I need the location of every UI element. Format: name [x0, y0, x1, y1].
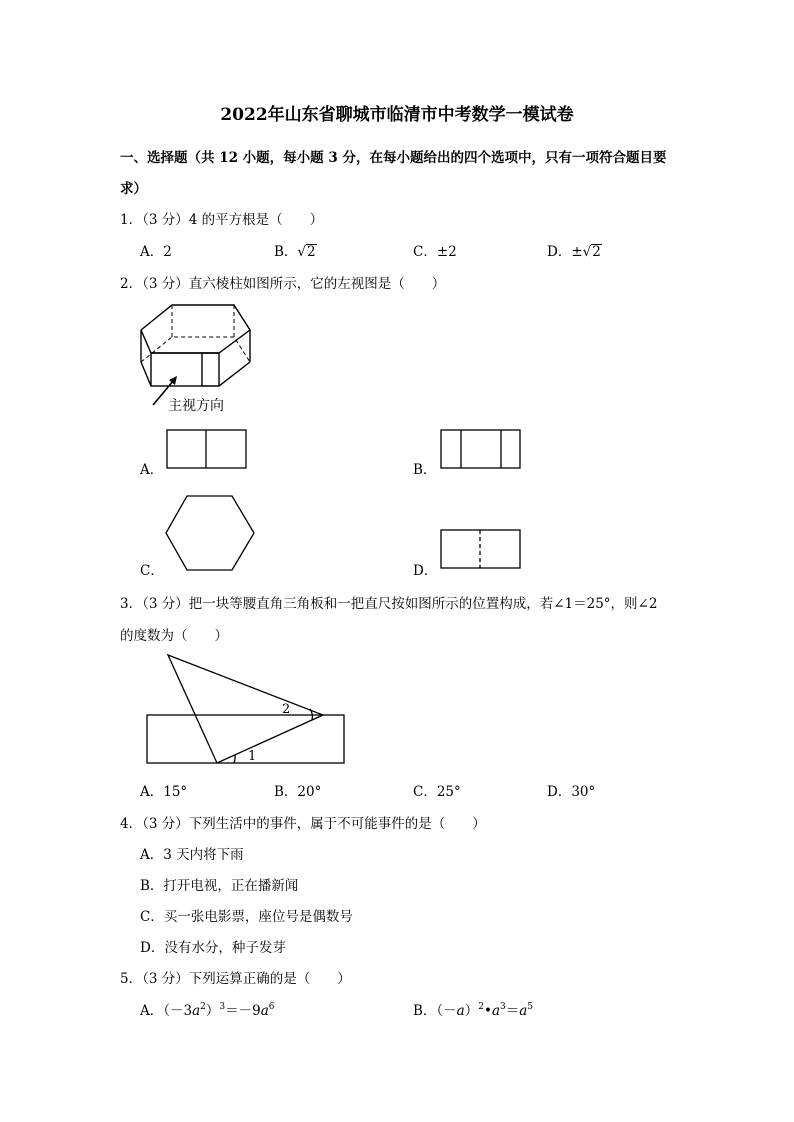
q1-stem: 1．（3 分）4 的平方根是（ ） [120, 212, 324, 228]
page-title: 2022年山东省聊城市临清市中考数学一模试卷 [220, 105, 574, 125]
q5b-exp: 3 [500, 1002, 506, 1012]
q3-option-d: D．30° [547, 784, 596, 800]
q5a-exp: 2 [200, 1002, 206, 1012]
q3-stem-line1: 3．（3 分）把一块等腰直角三角板和一把直尺按如图所示的位置构成，若∠1＝25°，则∠2 [120, 596, 658, 612]
q2-stem: 2．（3 分）直六棱柱如图所示，它的左视图是（ ） [120, 276, 446, 292]
q1-option-b [274, 240, 317, 260]
q5-stem: 5．（3 分）下列运算正确的是（ ） [120, 971, 351, 987]
q2-option-a-label: A． [140, 462, 164, 478]
q4-option-d: D．没有水分，种子发芽 [140, 940, 286, 956]
q2-option-a-figure [166, 429, 248, 471]
q3-option-b: B．20° [274, 784, 322, 800]
q5a-exp: 6 [268, 1002, 275, 1012]
q2-option-c-label: C． [140, 563, 164, 579]
sqrt-symbol: √2 [297, 244, 316, 260]
q5a-part: ） [205, 1003, 220, 1019]
figure-caption: 主视方向 [168, 398, 224, 414]
q5b-var-a: a [456, 1003, 465, 1019]
q1-option-d-radicand: 2 [592, 244, 601, 260]
q5b-exp: 5 [527, 1002, 534, 1012]
section-heading-line2: 求） [120, 181, 147, 197]
prism-right-bottom-edge [202, 362, 250, 386]
q1-option-b-prefix: B． [274, 244, 298, 260]
q4-stem: 4．（3 分）下列生活中的事件，属于不可能事件的是（ ） [120, 816, 486, 832]
angle-1-label: 1 [248, 749, 257, 764]
q5b-part: • [483, 1003, 492, 1019]
q2-option-d-figure [440, 529, 522, 571]
sqrt-symbol: √2 [582, 244, 601, 260]
triangle-set-square [168, 655, 323, 763]
q5b-var-a: a [491, 1003, 500, 1019]
prism-hidden-bottom [141, 337, 250, 362]
q5b-var-a: a [519, 1003, 528, 1019]
triangle-ruler-figure [144, 652, 348, 767]
angle-1-arc [234, 755, 235, 763]
q5a-part: A．（－3 [140, 1003, 193, 1019]
q4-option-c: C．买一张电影票，座位号是偶数号 [140, 909, 353, 925]
q5-option-a [140, 999, 275, 1019]
q1-option-c: C．±2 [413, 244, 457, 260]
q5a-var-a: a [192, 1003, 201, 1019]
section-heading-line1: 一、选择题（共 12 小题，每小题 3 分，在每小题给出的四个选项中，只有一项符合题目要 [120, 150, 667, 166]
q2-option-d-label: D． [413, 563, 438, 579]
q5b-part: B．（－ [413, 1003, 457, 1019]
q5a-var-a: a [260, 1003, 269, 1019]
q4-option-a: A．3 天内将下雨 [140, 847, 244, 863]
q1-option-d-prefix: D．± [547, 244, 583, 260]
q3-option-c: C．25° [413, 784, 461, 800]
q2-option-c-figure [164, 494, 256, 574]
ruler [147, 715, 344, 763]
q3-stem-line2: 的度数为（ ） [120, 628, 228, 644]
q5-option-b [413, 999, 533, 1019]
q5a-part: ＝－9 [225, 1003, 261, 1019]
q1-option-b-radicand: 2 [307, 244, 316, 260]
angle-2-label: 2 [282, 702, 291, 717]
q2-option-b-label: B． [413, 462, 437, 478]
q1-option-d [547, 240, 602, 260]
q4-option-b: B．打开电视，正在播新闻 [140, 878, 299, 894]
q3-option-a: A．15° [140, 784, 188, 800]
q1-option-a: A．2 [140, 244, 172, 260]
q5b-exp: 2 [478, 1002, 484, 1012]
q5b-part: ） [464, 1003, 479, 1019]
q2-option-b-figure [440, 429, 522, 471]
q5b-part: ＝ [505, 1003, 520, 1019]
q5a-exp: 3 [219, 1002, 226, 1012]
